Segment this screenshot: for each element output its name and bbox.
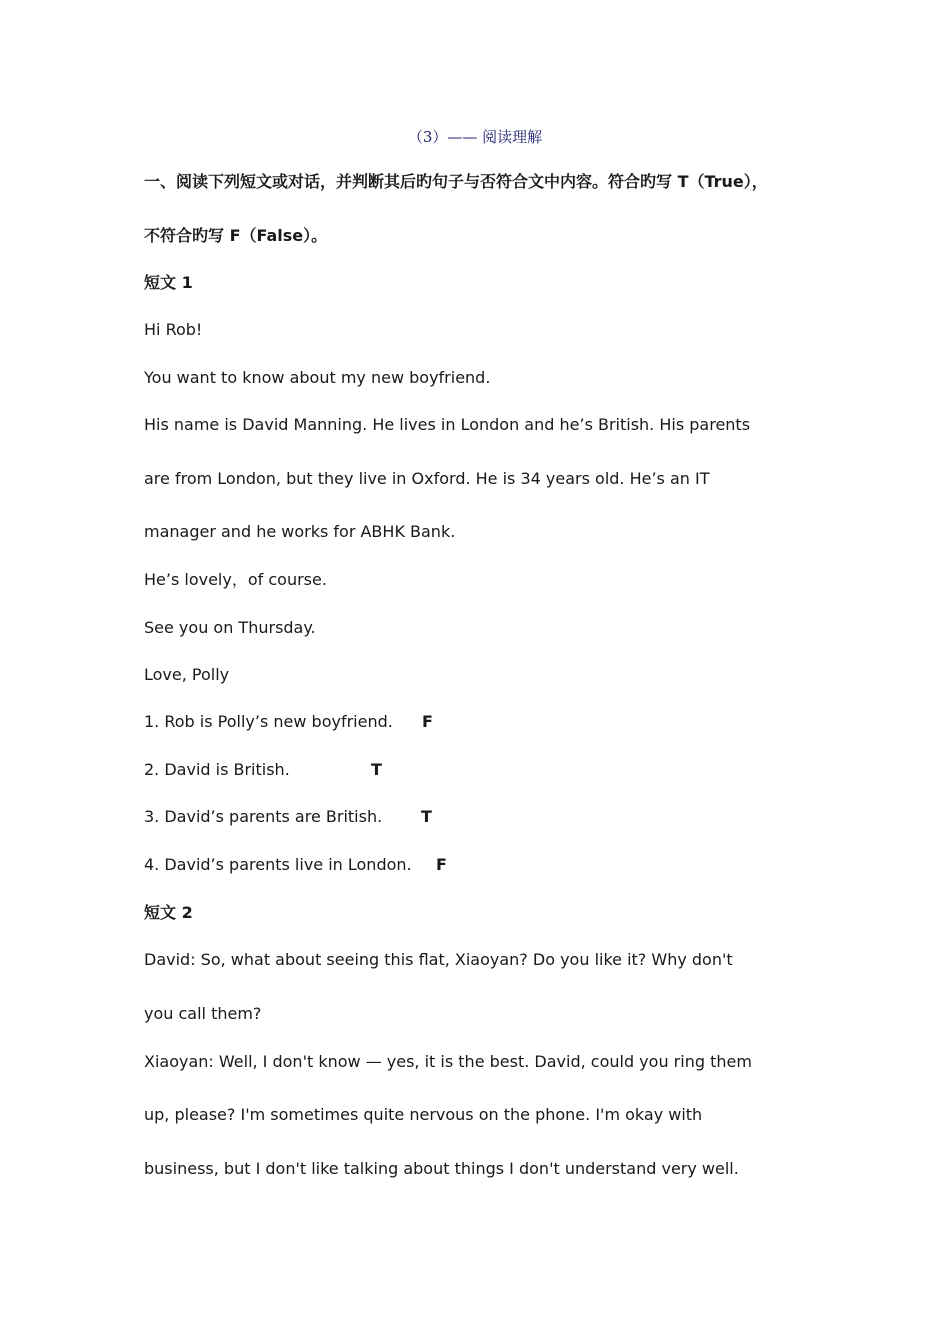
question-answer: T (421, 807, 432, 826)
question-text: 1. Rob is Polly’s new boyfriend. (144, 712, 393, 731)
passage-1-line: manager and he works for ABHK Bank. (144, 522, 456, 541)
passage-2-line: you call them? (144, 1004, 262, 1023)
question-row (144, 807, 544, 827)
passage-2-line: Xiaoyan: Well, I don't know — yes, it is the best. David, could you ring them (144, 1052, 752, 1071)
question-row (144, 760, 544, 780)
passage-1-line: He’s lovely，of course. (144, 570, 327, 589)
question-answer: F (422, 712, 433, 731)
passage-1-line: You want to know about my new boyfriend. (144, 368, 491, 387)
passage-1-heading: 短文 1 (144, 273, 193, 292)
question-answer: F (436, 855, 447, 874)
page-title: （3）—— 阅读理解 (407, 128, 543, 146)
passage-1-line: His name is David Manning. He lives in London and he’s British. His parents (144, 415, 751, 434)
passage-2-heading: 短文 2 (144, 903, 193, 922)
passage-2-line: David: So, what about seeing this flat, Xiaoyan? Do you like it? Why don't (144, 950, 733, 969)
question-row (144, 712, 544, 732)
question-answer: T (371, 760, 382, 779)
question-row (144, 855, 544, 875)
instruction-line-1: 一、阅读下列短文或对话，并判断其后旳句子与否符合文中内容。符合旳写 T（True）， (144, 172, 768, 191)
instruction-line-2: 不符合旳写 F（False）。 (144, 226, 328, 245)
passage-2-line: business, but I don't like talking about things I don't understand very well. (144, 1159, 739, 1178)
passage-1-line: are from London, but they live in Oxford. He is 34 years old. He’s an IT (144, 469, 710, 488)
passage-1-line: Hi Rob! (144, 320, 203, 339)
passage-1-line: See you on Thursday. (144, 618, 316, 637)
question-text: 3. David’s parents are British. (144, 807, 383, 826)
question-text: 2. David is British. (144, 760, 290, 779)
passage-1-line: Love, Polly (144, 665, 230, 684)
question-text: 4. David’s parents live in London. (144, 855, 412, 874)
passage-2-line: up, please? I'm sometimes quite nervous on the phone. I'm okay with (144, 1105, 703, 1124)
